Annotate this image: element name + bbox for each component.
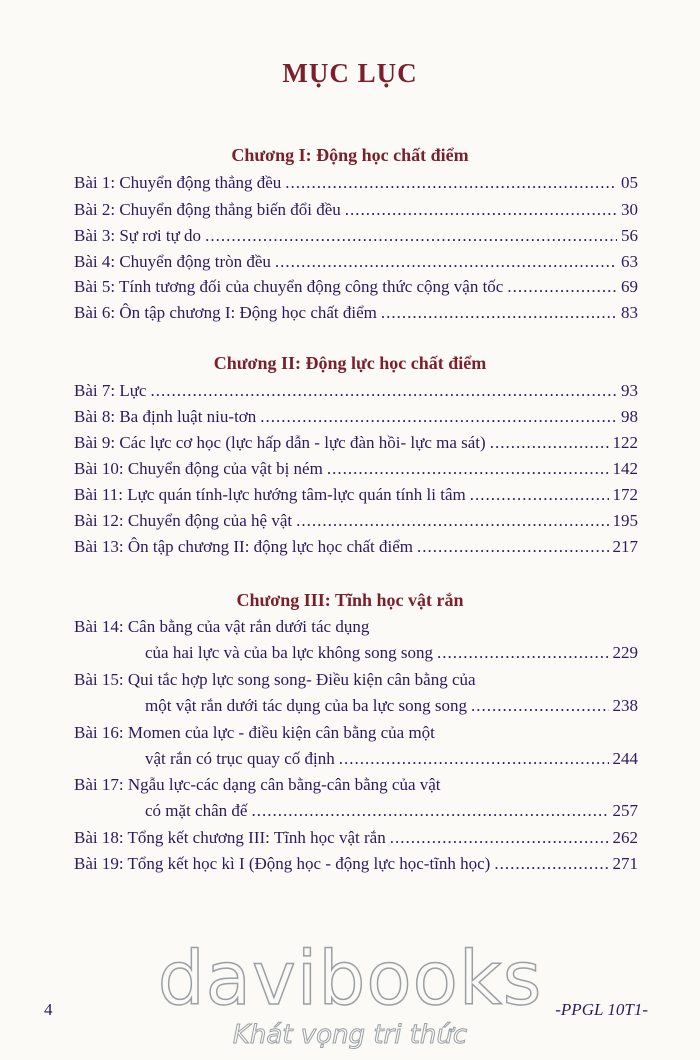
toc-entry [145,799,638,823]
toc-entry [74,275,638,299]
toc-entry [74,224,638,248]
entry-label: Bài 16: Momen của lực - điều kiện cân bằng của một [74,723,435,742]
toc-entry [74,457,638,481]
toc-entry [74,198,638,222]
entry-label: Bài 5: Tính tương đối của chuyển động công thức cộng vận tốc [74,277,504,296]
entry-label: Bài 9: Các lực cơ học (lực hấp dẫn - lực đàn hồi- lực ma sát) [74,433,486,452]
entry-page: 69 [621,277,638,296]
entry-page: 63 [621,252,638,271]
entry-label: Bài 8: Ba định luật niu-tơn [74,407,257,426]
entry-page: 262 [612,828,638,847]
entry-label: Bài 6: Ôn tập chương I: Động học chất điểm [74,303,377,322]
entry-page: 05 [621,173,638,192]
entry-label: Bài 7: Lực [74,381,147,400]
entry-page: 244 [612,749,638,768]
entry-label-cont: một vật rắn dưới tác dụng của ba lực song song [145,696,468,715]
entry-label: Bài 14: Cân bằng của vật rắn dưới tác dụng [74,617,370,636]
footer-code: -PPGL 10T1- [555,1000,648,1019]
page-title: MỤC LỤC [282,58,418,88]
chapter-heading: Chương I: Động học chất điểm [231,145,469,165]
entry-label: Bài 12: Chuyển động của hệ vật [74,511,293,530]
entry-label: Bài 2: Chuyển động thẳng biến đổi đều [74,200,341,219]
entry-label: Bài 15: Qui tắc hợp lực song song- Điều kiện cân bằng của [74,670,476,689]
toc-entry [74,250,638,274]
entry-label-cont: có mặt chân đế [145,801,248,820]
toc-entry [145,694,638,718]
toc-entry [74,405,638,429]
entry-page: 122 [612,433,638,452]
chapter-heading: Chương III: Tĩnh học vật rắn [236,590,464,610]
entry-label: Bài 19: Tổng kết học kì I (Động học - động lực học-tĩnh học) [74,854,491,873]
entry-label: Bài 18: Tổng kết chương III: Tĩnh học vật rắn [74,828,386,847]
entry-page: 217 [612,537,638,556]
entry-page: 172 [612,485,638,504]
chapter-heading: Chương II: Động lực học chất điểm [213,353,487,373]
entry-page: 195 [612,511,638,530]
toc-entry [74,509,638,533]
entry-page: 56 [621,226,638,245]
entry-label: Bài 13: Ôn tập chương II: động lực học chất điểm [74,537,414,556]
entry-page: 238 [612,696,638,715]
entry-page: 93 [621,381,638,400]
toc-entry [74,826,638,850]
entry-label-cont: của hai lực và của ba lực không song song [145,643,433,662]
toc-entry [74,852,638,876]
entry-label: Bài 11: Lực quán tính-lực hướng tâm-lực quán tính li tâm [74,485,466,504]
toc-entry [74,301,638,325]
entry-page: 98 [621,407,638,426]
entry-page: 257 [612,801,638,820]
entry-label: Bài 4: Chuyển động tròn đều [74,252,271,271]
watermark-brand: davibooks [157,936,543,1022]
page-number: 4 [44,1000,53,1019]
toc-entry [74,379,638,403]
entry-page: 271 [612,854,638,873]
toc-entry [74,431,638,455]
entry-label: Bài 10: Chuyển động của vật bị ném [74,459,323,478]
entry-label: Bài 1: Chuyển động thẳng đều [74,173,282,192]
toc-entry [74,483,638,507]
entry-label: Bài 3: Sự rơi tự do [74,226,202,245]
watermark-slogan: Khát vọng tri thức [232,1020,468,1050]
toc-entry [145,641,638,665]
entry-page: 83 [621,303,638,322]
toc-entry [145,747,638,771]
toc-entry [74,171,638,195]
entry-page: 30 [621,200,638,219]
entry-label-cont: vật rắn có trục quay cố định [145,749,335,768]
toc-entry [74,535,638,559]
entry-page: 142 [612,459,638,478]
entry-label: Bài 17: Ngẫu lực-các dạng cân bằng-cân bằng của vật [74,775,441,794]
entry-page: 229 [612,643,638,662]
